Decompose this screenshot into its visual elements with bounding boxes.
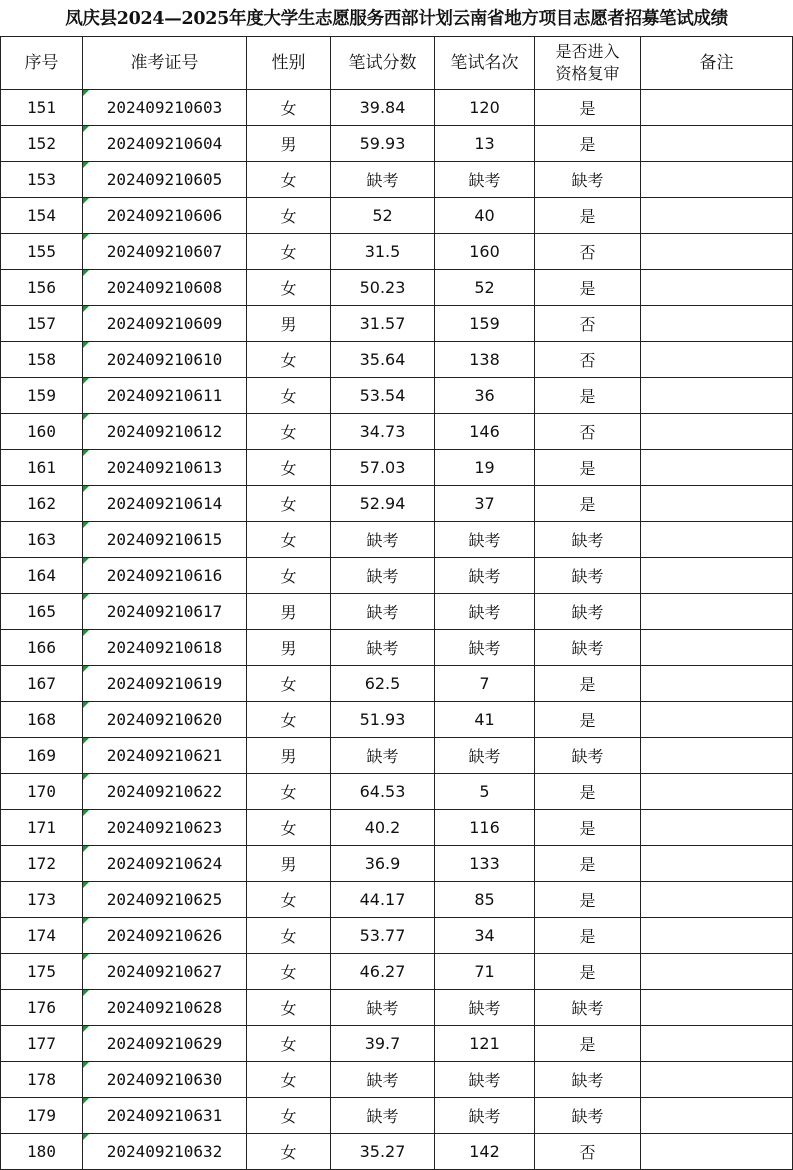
cell-exam-id: 202409210632 xyxy=(83,1134,247,1170)
cell-rank: 85 xyxy=(435,882,535,918)
cell-remark xyxy=(641,630,793,666)
cell-review: 否 xyxy=(535,234,641,270)
cell-exam-id: 202409210627 xyxy=(83,954,247,990)
cell-seq: 151 xyxy=(1,90,83,126)
cell-review: 是 xyxy=(535,702,641,738)
cell-score: 36.9 xyxy=(331,846,435,882)
cell-score: 缺考 xyxy=(331,738,435,774)
cell-rank: 缺考 xyxy=(435,1098,535,1134)
cell-remark xyxy=(641,342,793,378)
cell-review: 否 xyxy=(535,1134,641,1170)
cell-rank: 13 xyxy=(435,126,535,162)
cell-remark xyxy=(641,594,793,630)
cell-rank: 19 xyxy=(435,450,535,486)
cell-seq: 164 xyxy=(1,558,83,594)
cell-rank: 36 xyxy=(435,378,535,414)
cell-score: 62.5 xyxy=(331,666,435,702)
cell-gender: 女 xyxy=(247,378,331,414)
cell-seq: 173 xyxy=(1,882,83,918)
cell-score: 缺考 xyxy=(331,1098,435,1134)
cell-score: 缺考 xyxy=(331,630,435,666)
header-remark: 备注 xyxy=(641,37,793,90)
header-row xyxy=(1,37,793,90)
cell-rank: 159 xyxy=(435,306,535,342)
cell-rank: 5 xyxy=(435,774,535,810)
cell-gender: 男 xyxy=(247,630,331,666)
cell-gender: 男 xyxy=(247,846,331,882)
cell-rank: 133 xyxy=(435,846,535,882)
cell-exam-id: 202409210604 xyxy=(83,126,247,162)
cell-seq: 165 xyxy=(1,594,83,630)
cell-rank: 缺考 xyxy=(435,522,535,558)
cell-rank: 41 xyxy=(435,702,535,738)
cell-gender: 女 xyxy=(247,414,331,450)
cell-seq: 180 xyxy=(1,1134,83,1170)
cell-gender: 女 xyxy=(247,342,331,378)
scores-table xyxy=(0,36,793,1170)
cell-rank: 7 xyxy=(435,666,535,702)
cell-exam-id: 202409210623 xyxy=(83,810,247,846)
table-row xyxy=(1,378,793,414)
cell-review: 缺考 xyxy=(535,522,641,558)
cell-gender: 女 xyxy=(247,1098,331,1134)
cell-score: 39.7 xyxy=(331,1026,435,1062)
table-row xyxy=(1,990,793,1026)
cell-review: 是 xyxy=(535,846,641,882)
table-body xyxy=(1,90,793,1170)
cell-seq: 176 xyxy=(1,990,83,1026)
cell-score: 53.54 xyxy=(331,378,435,414)
cell-gender: 女 xyxy=(247,990,331,1026)
cell-remark xyxy=(641,450,793,486)
cell-score: 31.57 xyxy=(331,306,435,342)
cell-seq: 167 xyxy=(1,666,83,702)
cell-review: 是 xyxy=(535,666,641,702)
cell-remark xyxy=(641,666,793,702)
cell-gender: 女 xyxy=(247,234,331,270)
cell-seq: 153 xyxy=(1,162,83,198)
cell-remark xyxy=(641,702,793,738)
table-row xyxy=(1,234,793,270)
cell-review: 是 xyxy=(535,198,641,234)
cell-remark xyxy=(641,774,793,810)
cell-exam-id: 202409210612 xyxy=(83,414,247,450)
cell-review: 是 xyxy=(535,378,641,414)
table-row xyxy=(1,270,793,306)
cell-gender: 女 xyxy=(247,1134,331,1170)
cell-exam-id: 202409210606 xyxy=(83,198,247,234)
cell-seq: 168 xyxy=(1,702,83,738)
cell-score: 35.27 xyxy=(331,1134,435,1170)
cell-rank: 142 xyxy=(435,1134,535,1170)
cell-rank: 120 xyxy=(435,90,535,126)
cell-rank: 缺考 xyxy=(435,162,535,198)
cell-exam-id: 202409210631 xyxy=(83,1098,247,1134)
cell-gender: 女 xyxy=(247,162,331,198)
cell-seq: 155 xyxy=(1,234,83,270)
cell-score: 缺考 xyxy=(331,1062,435,1098)
table-row xyxy=(1,1026,793,1062)
cell-gender: 女 xyxy=(247,918,331,954)
table-row xyxy=(1,774,793,810)
cell-gender: 男 xyxy=(247,738,331,774)
cell-seq: 154 xyxy=(1,198,83,234)
table-row xyxy=(1,918,793,954)
cell-seq: 162 xyxy=(1,486,83,522)
cell-remark xyxy=(641,234,793,270)
cell-rank: 缺考 xyxy=(435,558,535,594)
cell-review: 缺考 xyxy=(535,1062,641,1098)
cell-rank: 160 xyxy=(435,234,535,270)
cell-rank: 缺考 xyxy=(435,738,535,774)
table-row xyxy=(1,558,793,594)
table-row xyxy=(1,1062,793,1098)
cell-rank: 71 xyxy=(435,954,535,990)
cell-review: 缺考 xyxy=(535,1098,641,1134)
cell-exam-id: 202409210611 xyxy=(83,378,247,414)
table-row xyxy=(1,666,793,702)
cell-rank: 缺考 xyxy=(435,990,535,1026)
cell-gender: 女 xyxy=(247,522,331,558)
header-rank: 笔试名次 xyxy=(435,37,535,90)
cell-exam-id: 202409210614 xyxy=(83,486,247,522)
cell-seq: 177 xyxy=(1,1026,83,1062)
cell-seq: 171 xyxy=(1,810,83,846)
cell-remark xyxy=(641,558,793,594)
table-row xyxy=(1,810,793,846)
cell-seq: 156 xyxy=(1,270,83,306)
cell-exam-id: 202409210619 xyxy=(83,666,247,702)
cell-rank: 34 xyxy=(435,918,535,954)
cell-gender: 女 xyxy=(247,954,331,990)
cell-exam-id: 202409210628 xyxy=(83,990,247,1026)
cell-review: 是 xyxy=(535,270,641,306)
cell-review: 是 xyxy=(535,1026,641,1062)
cell-score: 52 xyxy=(331,198,435,234)
cell-seq: 163 xyxy=(1,522,83,558)
cell-seq: 166 xyxy=(1,630,83,666)
cell-score: 缺考 xyxy=(331,162,435,198)
cell-remark xyxy=(641,990,793,1026)
cell-rank: 40 xyxy=(435,198,535,234)
cell-remark xyxy=(641,846,793,882)
cell-exam-id: 202409210625 xyxy=(83,882,247,918)
cell-exam-id: 202409210615 xyxy=(83,522,247,558)
cell-review: 是 xyxy=(535,774,641,810)
cell-gender: 女 xyxy=(247,450,331,486)
cell-score: 59.93 xyxy=(331,126,435,162)
header-review-line2: 资格复审 xyxy=(555,64,620,83)
cell-exam-id: 202409210613 xyxy=(83,450,247,486)
header-gender: 性别 xyxy=(247,37,331,90)
cell-score: 64.53 xyxy=(331,774,435,810)
cell-seq: 170 xyxy=(1,774,83,810)
table-row xyxy=(1,954,793,990)
cell-score: 44.17 xyxy=(331,882,435,918)
cell-remark xyxy=(641,486,793,522)
cell-gender: 女 xyxy=(247,198,331,234)
cell-exam-id: 202409210629 xyxy=(83,1026,247,1062)
cell-exam-id: 202409210610 xyxy=(83,342,247,378)
cell-gender: 女 xyxy=(247,486,331,522)
table-row xyxy=(1,630,793,666)
cell-gender: 女 xyxy=(247,666,331,702)
header-score: 笔试分数 xyxy=(331,37,435,90)
cell-exam-id: 202409210605 xyxy=(83,162,247,198)
cell-score: 40.2 xyxy=(331,810,435,846)
table-row xyxy=(1,450,793,486)
cell-remark xyxy=(641,1098,793,1134)
cell-exam-id: 202409210608 xyxy=(83,270,247,306)
cell-seq: 172 xyxy=(1,846,83,882)
table-row xyxy=(1,738,793,774)
header-review xyxy=(535,37,641,90)
table-row xyxy=(1,126,793,162)
cell-review: 缺考 xyxy=(535,162,641,198)
cell-seq: 157 xyxy=(1,306,83,342)
cell-exam-id: 202409210618 xyxy=(83,630,247,666)
cell-remark xyxy=(641,918,793,954)
cell-review: 缺考 xyxy=(535,630,641,666)
table-row xyxy=(1,1134,793,1170)
cell-exam-id: 202409210617 xyxy=(83,594,247,630)
cell-score: 50.23 xyxy=(331,270,435,306)
cell-gender: 女 xyxy=(247,1026,331,1062)
cell-score: 35.64 xyxy=(331,342,435,378)
cell-gender: 女 xyxy=(247,882,331,918)
cell-review: 否 xyxy=(535,342,641,378)
cell-review: 是 xyxy=(535,918,641,954)
cell-seq: 174 xyxy=(1,918,83,954)
cell-exam-id: 202409210624 xyxy=(83,846,247,882)
page-title: 凤庆县2024—2025年度大学生志愿服务西部计划云南省地方项目志愿者招募笔试成绩 xyxy=(65,9,728,29)
cell-review: 是 xyxy=(535,450,641,486)
cell-remark xyxy=(641,270,793,306)
table-row xyxy=(1,198,793,234)
table-row xyxy=(1,486,793,522)
cell-seq: 175 xyxy=(1,954,83,990)
cell-score: 39.84 xyxy=(331,90,435,126)
header-seq: 序号 xyxy=(1,37,83,90)
cell-exam-id: 202409210621 xyxy=(83,738,247,774)
cell-seq: 169 xyxy=(1,738,83,774)
cell-rank: 116 xyxy=(435,810,535,846)
cell-seq: 158 xyxy=(1,342,83,378)
cell-gender: 女 xyxy=(247,270,331,306)
cell-exam-id: 202409210603 xyxy=(83,90,247,126)
header-exam-id: 准考证号 xyxy=(83,37,247,90)
cell-gender: 女 xyxy=(247,558,331,594)
cell-remark xyxy=(641,126,793,162)
cell-review: 缺考 xyxy=(535,558,641,594)
cell-remark xyxy=(641,1134,793,1170)
cell-rank: 缺考 xyxy=(435,594,535,630)
cell-score: 缺考 xyxy=(331,558,435,594)
table-row xyxy=(1,306,793,342)
cell-exam-id: 202409210607 xyxy=(83,234,247,270)
cell-review: 缺考 xyxy=(535,594,641,630)
cell-gender: 女 xyxy=(247,90,331,126)
cell-exam-id: 202409210630 xyxy=(83,1062,247,1098)
table-row xyxy=(1,342,793,378)
cell-score: 缺考 xyxy=(331,990,435,1026)
table-row xyxy=(1,414,793,450)
cell-rank: 52 xyxy=(435,270,535,306)
cell-review: 缺考 xyxy=(535,738,641,774)
cell-score: 缺考 xyxy=(331,522,435,558)
cell-score: 57.03 xyxy=(331,450,435,486)
cell-remark xyxy=(641,810,793,846)
cell-remark xyxy=(641,378,793,414)
cell-score: 46.27 xyxy=(331,954,435,990)
cell-seq: 159 xyxy=(1,378,83,414)
cell-score: 31.5 xyxy=(331,234,435,270)
table-row xyxy=(1,594,793,630)
cell-remark xyxy=(641,882,793,918)
cell-rank: 146 xyxy=(435,414,535,450)
cell-review: 是 xyxy=(535,810,641,846)
cell-review: 是 xyxy=(535,126,641,162)
cell-remark xyxy=(641,522,793,558)
cell-review: 否 xyxy=(535,414,641,450)
cell-review: 是 xyxy=(535,954,641,990)
cell-review: 是 xyxy=(535,882,641,918)
cell-remark xyxy=(641,90,793,126)
cell-remark xyxy=(641,1062,793,1098)
cell-seq: 179 xyxy=(1,1098,83,1134)
cell-rank: 138 xyxy=(435,342,535,378)
cell-score: 51.93 xyxy=(331,702,435,738)
cell-remark xyxy=(641,162,793,198)
cell-score: 52.94 xyxy=(331,486,435,522)
table-row xyxy=(1,702,793,738)
cell-review: 缺考 xyxy=(535,990,641,1026)
cell-gender: 男 xyxy=(247,126,331,162)
table-row xyxy=(1,1098,793,1134)
cell-exam-id: 202409210620 xyxy=(83,702,247,738)
cell-gender: 男 xyxy=(247,306,331,342)
cell-rank: 缺考 xyxy=(435,630,535,666)
cell-rank: 121 xyxy=(435,1026,535,1062)
cell-seq: 152 xyxy=(1,126,83,162)
cell-remark xyxy=(641,414,793,450)
cell-remark xyxy=(641,306,793,342)
header-review-line1: 是否进入 xyxy=(555,42,620,61)
cell-rank: 缺考 xyxy=(435,1062,535,1098)
cell-score: 53.77 xyxy=(331,918,435,954)
cell-review: 是 xyxy=(535,90,641,126)
cell-exam-id: 202409210609 xyxy=(83,306,247,342)
table-row xyxy=(1,882,793,918)
cell-gender: 男 xyxy=(247,594,331,630)
cell-gender: 女 xyxy=(247,774,331,810)
cell-gender: 女 xyxy=(247,702,331,738)
cell-seq: 178 xyxy=(1,1062,83,1098)
cell-review: 是 xyxy=(535,486,641,522)
table-row xyxy=(1,162,793,198)
cell-gender: 女 xyxy=(247,1062,331,1098)
table-row xyxy=(1,846,793,882)
cell-exam-id: 202409210616 xyxy=(83,558,247,594)
cell-score: 34.73 xyxy=(331,414,435,450)
table-row xyxy=(1,90,793,126)
cell-exam-id: 202409210622 xyxy=(83,774,247,810)
cell-gender: 女 xyxy=(247,810,331,846)
cell-seq: 161 xyxy=(1,450,83,486)
cell-remark xyxy=(641,198,793,234)
cell-remark xyxy=(641,1026,793,1062)
cell-seq: 160 xyxy=(1,414,83,450)
cell-review: 否 xyxy=(535,306,641,342)
cell-rank: 37 xyxy=(435,486,535,522)
cell-remark xyxy=(641,954,793,990)
table-row xyxy=(1,522,793,558)
cell-score: 缺考 xyxy=(331,594,435,630)
cell-remark xyxy=(641,738,793,774)
cell-exam-id: 202409210626 xyxy=(83,918,247,954)
